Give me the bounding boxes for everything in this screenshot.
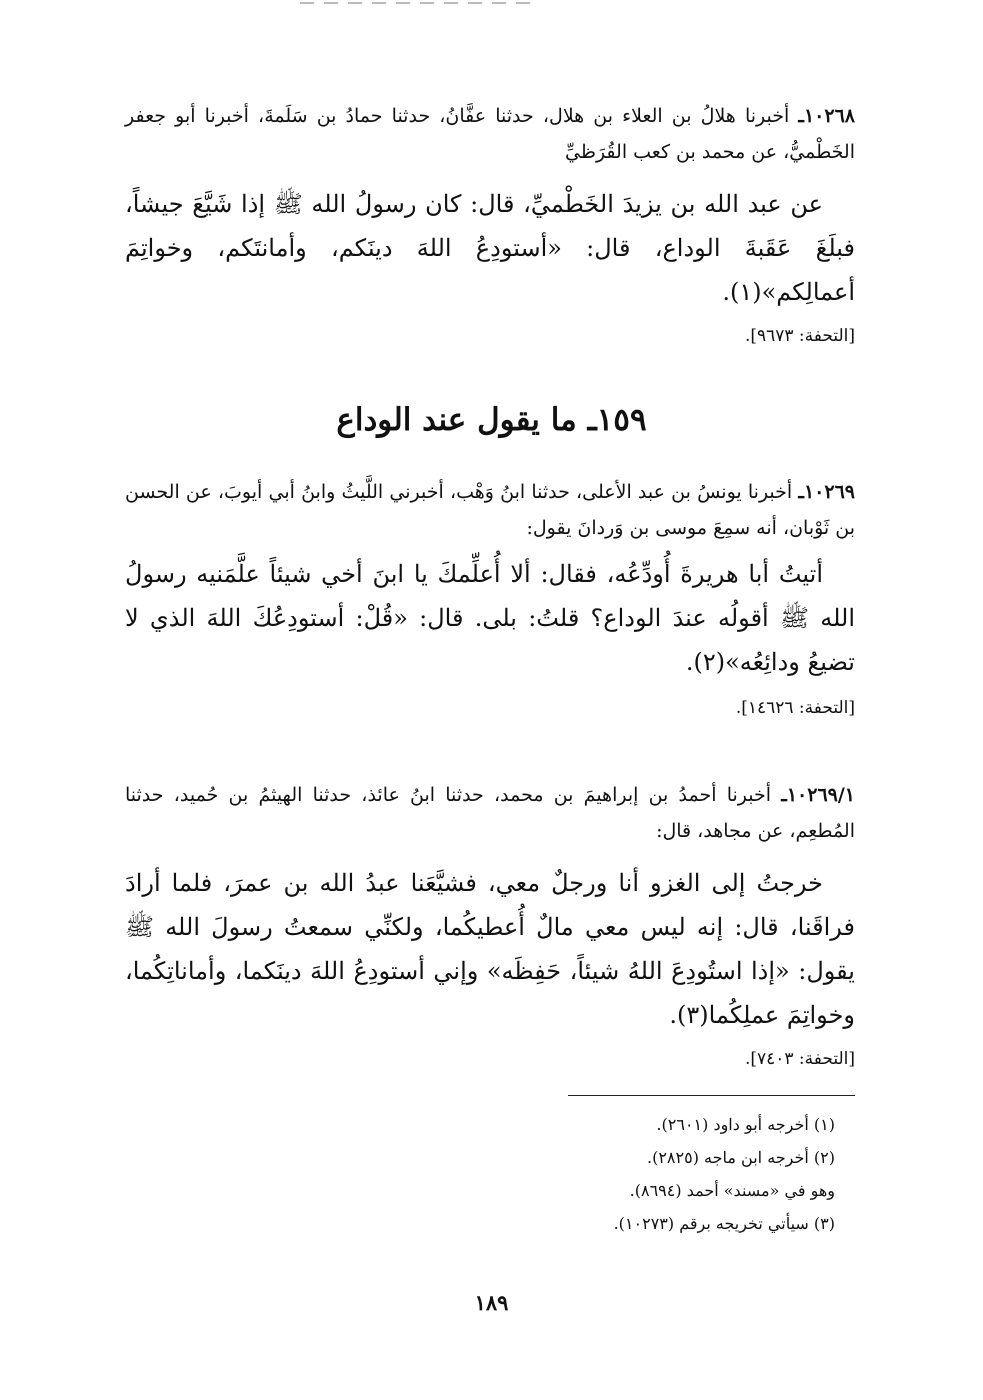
matn-text: أتيتُ أبا هريرةَ أُودِّعُه، فقال: ألا أُعلِّمكَ يا ابنَ أخي شيئاً علَّمَنيه رسولُ الله ﷺ أقولُه عندَ الوداع؟ قلتُ: بلى. قال: «قُلْ: أستودِعُكَ اللهَ الذي لا تضيعُ ودائِعُه»(٢). <box>125 560 855 676</box>
footnote: (٣) سيأتي تخريجه برقم (١٠٢٧٣). <box>613 1214 835 1233</box>
hadith-isnad <box>125 474 855 546</box>
hadith-matn <box>125 182 855 314</box>
isnad-text: أخبرنا هلالُ بن العلاء بن هلال، حدثنا عفَّانُ، حدثنا حمادُ بن سَلَمةَ، أخبرنا أبو جعفر الخَطْميُّ، عن محمد بن كعب القُرَظيِّ <box>125 105 855 163</box>
hadith-matn <box>125 861 855 1037</box>
hadith-entry <box>125 777 855 1069</box>
isnad-text: أخبرنا أحمدُ بن إبراهيمَ بن محمد، حدثنا ابنُ عائذ، حدثنا الهيثمُ بن حُميد، حدثنا المُطعِم، عن مجاهد، قال: <box>125 784 855 842</box>
tuhfa-reference: [التحفة: ٧٤٠٣]. <box>744 1049 855 1069</box>
page-number: ١٨٩ <box>474 1290 509 1315</box>
hadith-number: ١٠٢٦٩/١ـ <box>781 784 855 806</box>
hadith-matn <box>125 552 855 684</box>
hadith-number: ١٠٢٦٩ـ <box>798 481 855 503</box>
hadith-isnad <box>125 98 855 170</box>
footnote: (٢) أخرجه ابن ماجه (٢٨٢٥). <box>647 1148 835 1167</box>
hadith-isnad <box>125 777 855 849</box>
page-top-mark <box>300 0 540 8</box>
hadith-number: ١٠٢٦٨ـ <box>798 105 855 127</box>
hadith-entry <box>125 474 855 718</box>
footnote-divider <box>568 1095 855 1096</box>
isnad-text: أخبرنا يونسُ بن عبد الأعلى، حدثنا ابنُ وَهْب، أخبرني اللَّيثُ وابنُ أبي أيوبَ، عن الحسن بن ثَوْبان، أنه سمِعَ موسى بن وَردانَ يقول: <box>125 481 855 539</box>
footnotes <box>335 1108 835 1240</box>
hadith-entry <box>125 98 855 346</box>
footnote: وهو في «مسند» أحمد (٨٦٩٤). <box>629 1181 835 1200</box>
footnote: (١) أخرجه أبو داود (٢٦٠١). <box>656 1115 835 1134</box>
tuhfa-reference: [التحفة: ١٤٦٢٦]. <box>735 698 855 718</box>
tuhfa-reference: [التحفة: ٩٦٧٣]. <box>744 326 855 346</box>
matn-text: خرجتُ إلى الغزو أنا ورجلٌ معي، فشيَّعَنا عبدُ الله بن عمرَ، فلما أرادَ فراقَنا، قال: إنه ليس معي مالٌ أُعطيكُما، ولكنِّي سمعتُ رسولَ الله ﷺ يقول: «إذا استُودِعَ اللهُ شيئاً، حَفِظَه» وإني أستودِعُ اللهَ دينَكما، وأماناتِكُما، وخواتِمَ عملِكُما(٣). <box>125 869 855 1029</box>
matn-text: عن عبد الله بن يزيدَ الخَطْميِّ، قال: كان رسولُ الله ﷺ إذا شَيَّعَ جيشاً، فبلَغَ عَقَبةَ الوداع، قال: «أستودِعُ اللهَ دينَكم، وأمانتَكم، وخواتِمَ أعمالِكم»(١). <box>125 190 855 306</box>
chapter-title: ١٥٩ـ ما يقول عند الوداع <box>336 402 647 438</box>
